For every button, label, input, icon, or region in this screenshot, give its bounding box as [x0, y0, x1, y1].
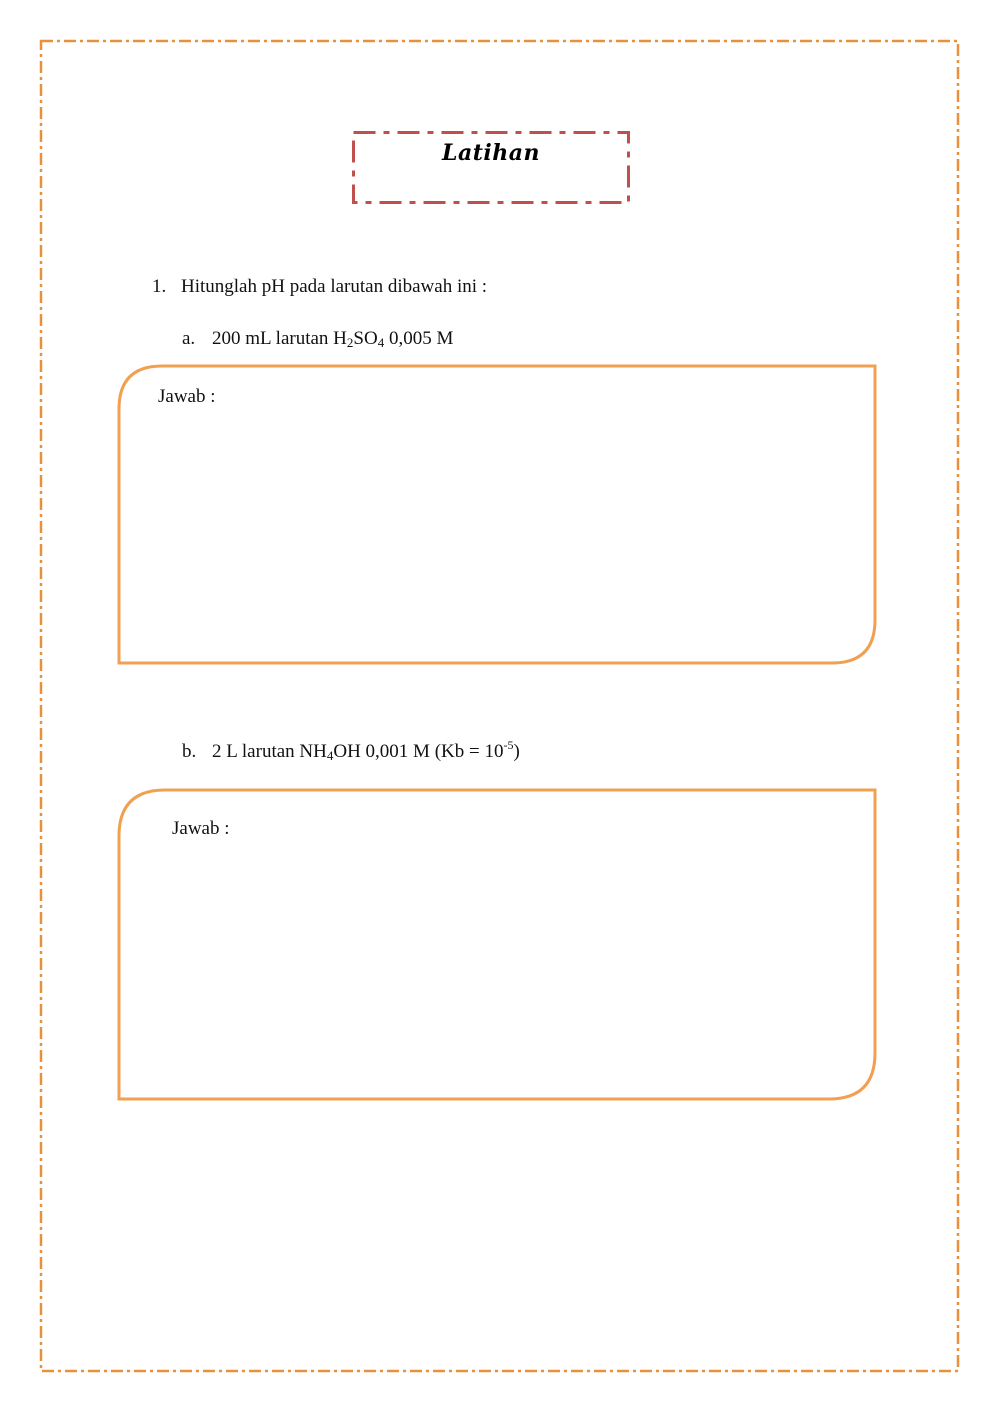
- superscript: -5: [503, 738, 514, 752]
- subscript: 4: [326, 748, 334, 763]
- question-1: [152, 277, 487, 296]
- question-part-b: [182, 738, 520, 763]
- question-number: 1.: [152, 276, 167, 297]
- part-letter: a.: [182, 328, 196, 349]
- part-text-mid: SO: [353, 328, 378, 349]
- subscript: 4: [377, 335, 385, 350]
- subscript: 2: [346, 335, 354, 350]
- question-part-a: [182, 329, 453, 348]
- part-text-before: 2 L larutan NH: [212, 741, 327, 762]
- part-letter: b.: [182, 741, 197, 762]
- part-text-after: ): [513, 741, 520, 762]
- question-text: Hitunglah pH pada larutan dibawah ini :: [181, 276, 488, 297]
- answer-label-a: Jawab :: [158, 386, 216, 407]
- part-text-after: 0,005 M: [384, 328, 454, 349]
- part-text-mid: OH 0,001 M (Kb = 10: [333, 741, 504, 762]
- page-title: Latihan: [442, 140, 540, 166]
- answer-label-b: Jawab :: [172, 818, 230, 839]
- part-text-before: 200 mL larutan H: [212, 328, 347, 349]
